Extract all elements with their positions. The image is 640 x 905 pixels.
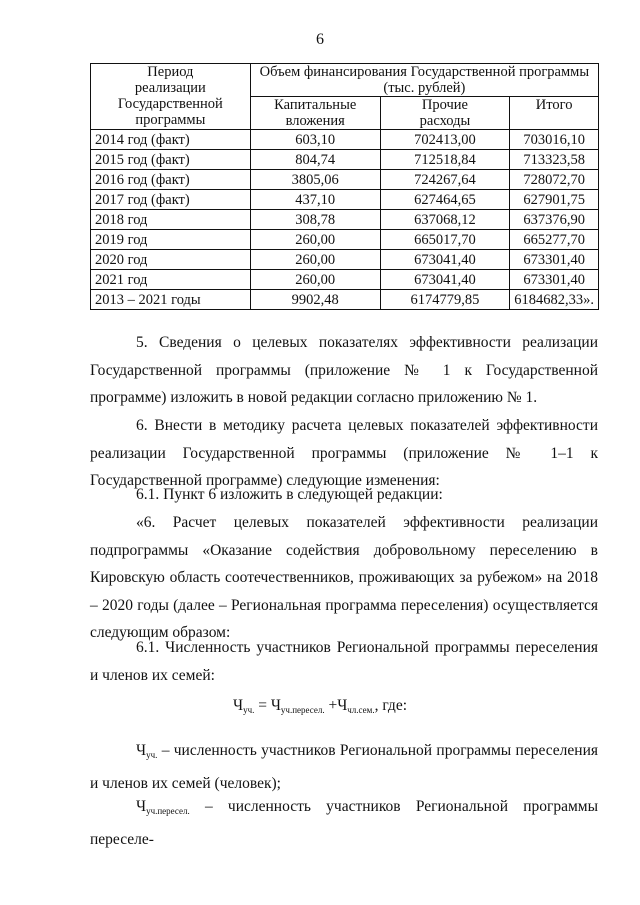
financing-table	[90, 63, 599, 310]
header-total: Итого	[510, 97, 599, 130]
definition-2	[90, 793, 598, 853]
header-period	[91, 64, 251, 130]
header-period-line: программы	[135, 112, 206, 128]
cell-other: 724267,64	[380, 170, 510, 190]
header-volume	[250, 64, 598, 97]
page-number: 6	[316, 31, 324, 48]
table-row	[91, 230, 599, 250]
cell-capital: 9902,48	[250, 290, 380, 310]
header-capital-line: вложения	[285, 113, 345, 129]
cell-capital: 308,78	[250, 210, 380, 230]
table-row	[91, 250, 599, 270]
cell-other: 6174779,85	[380, 290, 510, 310]
table-row	[91, 150, 599, 170]
header-capital-line: Капитальные	[274, 97, 357, 113]
header-period-line: Государственной	[117, 96, 223, 112]
cell-total: 728072,70	[510, 170, 599, 190]
table-row	[91, 210, 599, 230]
cell-period: 2017 год (факт)	[91, 190, 251, 210]
cell-total: 637376,90	[510, 210, 599, 230]
formula-tail: , где:	[374, 697, 408, 714]
cell-total: 713323,58	[510, 150, 599, 170]
cell-total: 665277,70	[510, 230, 599, 250]
header-other-line: Прочие	[421, 97, 468, 113]
table-row	[91, 130, 599, 150]
definition-1	[90, 737, 598, 797]
cell-capital: 260,00	[250, 270, 380, 290]
paragraph-5: 5. Сведения о целевых показателях эффективности реализации Государственной программы (приложение № 1 к Государственной программе) изложить в новой редакции согласно приложению № 1.	[90, 334, 598, 406]
paragraph-6: 6. Внести в методику расчета целевых показателей эффективности реализации Государственной программы (приложение № 1–1 к Государственной программе) следующие изменения:	[90, 417, 598, 489]
definition-2-subscript: уч.пересел.	[146, 806, 190, 816]
cell-capital: 260,00	[250, 250, 380, 270]
cell-period: 2018 год	[91, 210, 251, 230]
header-other	[380, 97, 510, 130]
cell-period: 2015 год (факт)	[91, 150, 251, 170]
cell-total: 673301,40	[510, 270, 599, 290]
formula-term-2-sub: чл.сем.	[347, 705, 375, 715]
formula-plus: +	[324, 697, 338, 714]
cell-capital: 437,10	[250, 190, 380, 210]
formula-term-2: Ч	[337, 697, 348, 714]
header-capital	[250, 97, 380, 130]
cell-period: 2016 год (факт)	[91, 170, 251, 190]
cell-capital: 260,00	[250, 230, 380, 250]
cell-capital: 3805,06	[250, 170, 380, 190]
cell-period: 2014 год (факт)	[91, 130, 251, 150]
cell-other: 712518,84	[380, 150, 510, 170]
cell-total: 6184682,33».	[510, 290, 599, 310]
definition-2-symbol: Ч	[136, 798, 147, 815]
cell-capital: 603,10	[250, 130, 380, 150]
formula-lhs-sub: уч.	[243, 705, 255, 715]
cell-other: 665017,70	[380, 230, 510, 250]
table-row	[91, 170, 599, 190]
cell-period: 2013 – 2021 годы	[91, 290, 251, 310]
table-header-row	[91, 64, 599, 97]
cell-other: 637068,12	[380, 210, 510, 230]
cell-other: 673041,40	[380, 250, 510, 270]
table-row	[91, 270, 599, 290]
cell-total: 673301,40	[510, 250, 599, 270]
formula	[0, 697, 640, 715]
paragraph-quote: «6. Расчет целевых показателей эффективности реализации подпрограммы «Оказание содействия добровольному переселению в Кировскую область соотечественников, проживающих за рубежом» на 2018 – 2020 годы (далее – Региональная программа переселения) осуществляется следующим образом:	[90, 514, 598, 641]
header-period-line: реализации	[134, 80, 206, 96]
formula-term-1: Ч	[270, 697, 281, 714]
header-other-line: расходы	[419, 113, 471, 129]
paragraph-6-1-count: 6.1. Численность участников Региональной программы переселения и членов их семей:	[90, 639, 598, 684]
cell-period: 2019 год	[91, 230, 251, 250]
definition-1-text: – численность участников Региональной программы переселения и членов их семей (человек);	[90, 742, 599, 792]
definition-1-subscript: уч.	[146, 750, 158, 760]
table-row	[91, 190, 599, 210]
cell-other: 673041,40	[380, 270, 510, 290]
definition-1-symbol: Ч	[136, 742, 147, 759]
cell-other: 702413,00	[380, 130, 510, 150]
cell-total: 627901,75	[510, 190, 599, 210]
formula-eq: =	[254, 697, 271, 714]
header-volume-line: (тыс. рублей)	[383, 80, 466, 96]
cell-period: 2021 год	[91, 270, 251, 290]
cell-capital: 804,74	[250, 150, 380, 170]
cell-period: 2020 год	[91, 250, 251, 270]
header-period-line: Период	[147, 64, 194, 80]
table-row-total	[91, 290, 599, 310]
definition-2-text: – численность участников Региональной программы переселе-	[90, 798, 599, 848]
cell-other: 627464,65	[380, 190, 510, 210]
paragraph-6-1: 6.1. Пункт 6 изложить в следующей редакции:	[136, 486, 443, 503]
formula-term-1-sub: уч.пересел.	[280, 705, 325, 715]
formula-lhs: Ч	[232, 697, 244, 714]
header-volume-line: Объем финансирования Государственной программы	[259, 64, 590, 80]
cell-total: 703016,10	[510, 130, 599, 150]
